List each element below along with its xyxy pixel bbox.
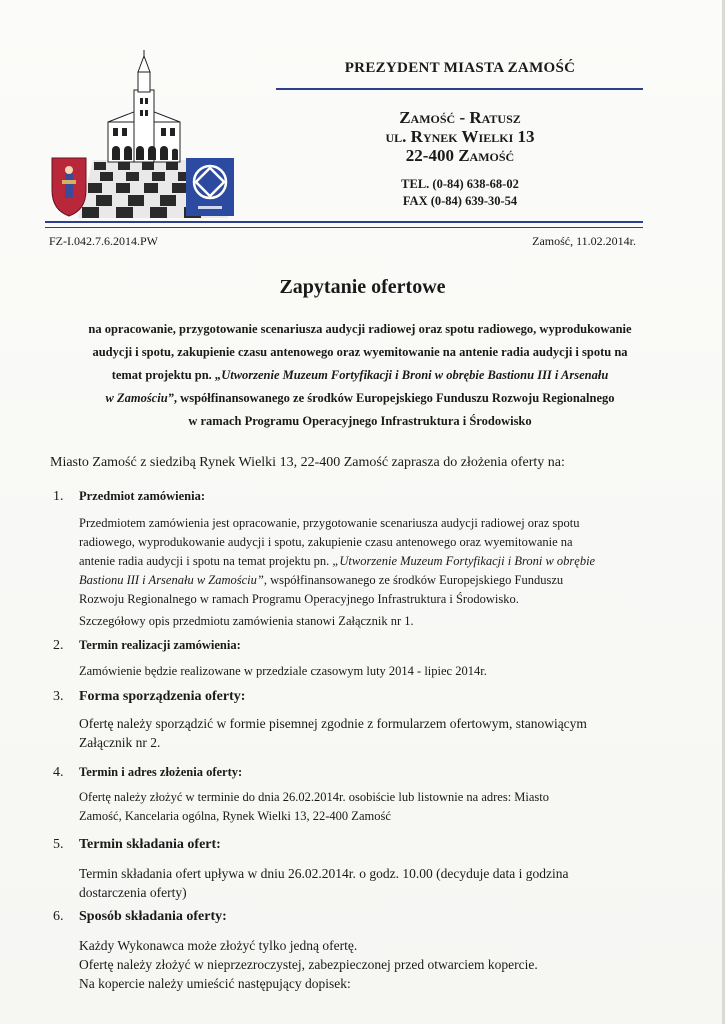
project-name: w Zamościu” [105, 391, 174, 405]
body-line: Zamówienie będzie realizowane w przedziale czasowym luty 2014 - lipiec 2014r. [79, 664, 487, 678]
document-title: Zapytanie ofertowe [279, 276, 446, 298]
body-line [79, 552, 649, 571]
body-line: Załącznik nr 2. [79, 735, 161, 750]
section-body [79, 514, 649, 631]
subject-text: temat projektu pn. [111, 368, 215, 382]
unesco-heritage-icon [186, 158, 234, 216]
body-line: dostarczenia oferty) [79, 885, 187, 900]
body-line: Każdy Wykonawca może złożyć tylko jedną ofertę. [79, 938, 358, 953]
body-text: antenie radia audycji i spotu na temat projektu pn. [79, 554, 333, 568]
section-number: 6. [53, 909, 64, 924]
project-name: „Utworzenie Muzeum Fortyfikacji i Broni w obrębie [332, 554, 596, 568]
header-divider-top [276, 88, 643, 90]
body-line: Zamość, Kancelaria ogólna, Rynek Wielki 13, 22-400 Zamość [79, 809, 391, 823]
body-line: Na kopercie należy umieścić następujący dopisek: [79, 976, 351, 991]
town-hall-building [108, 50, 180, 162]
subject-line: audycji i spotu, zakupienie czasu antenowego oraz wyemitowanie na antenie radia audycji i spotu na [92, 345, 628, 359]
body-line: Ofertę należy złożyć w terminie do dnia 26.02.2014r. osobiście lub listownie na adres: Miasto [79, 790, 550, 804]
section-body [79, 714, 649, 752]
section-heading: Sposób składania oferty: [79, 909, 227, 924]
phone-number: TEL. (0-84) 638-68-02 [401, 177, 519, 191]
section-heading: Termin składania ofert: [79, 837, 221, 852]
section-body [79, 864, 649, 902]
body-line: radiowego, wyprodukowanie audycji i spotu, zakupienie czasu antenowego oraz wyemitowanie na [79, 535, 573, 549]
coat-of-arms-icon [52, 158, 86, 216]
section-number: 2. [53, 638, 64, 653]
section-body [79, 662, 649, 681]
body-line: Rozwoju Regionalnego w ramach Programu Operacyjnego Infrastruktura i Środowisko. [79, 592, 519, 606]
section-heading: Forma sporządzenia oferty: [79, 689, 246, 704]
body-line: Przedmiotem zamówienia jest opracowanie, przygotowanie scenariusza audycji radiowej oraz spotu [79, 516, 580, 530]
subject-line [40, 364, 680, 387]
section-heading: Termin i adres złożenia oferty: [79, 765, 243, 779]
project-name: „Utworzenie Muzeum Fortyfikacji i Broni w obrębie Bastionu III i Arsenału [214, 368, 609, 382]
section-body [79, 936, 649, 993]
address-line-3: 22-400 Zamość [405, 146, 515, 165]
letterhead-emblem [48, 50, 248, 218]
subject-line: na opracowanie, przygotowanie scenariusza audycji radiowej oraz spotu radiowego, wyprodukowanie [88, 322, 632, 336]
section-number: 4. [53, 765, 64, 780]
section-number: 5. [53, 837, 64, 852]
body-text: , współfinansowanego ze środków Europejskiego Funduszu [263, 573, 564, 587]
body-line: Termin składania ofert upływa w dniu 26.02.2014r. o godz. 10.00 (decyduje data i godzina [79, 866, 569, 881]
header-title: PREZYDENT MIASTA ZAMOŚĆ [344, 60, 576, 76]
subject-text: , współfinansowanego ze środków Europejskiego Funduszu Rozwoju Regionalnego [173, 391, 615, 405]
subject-line [40, 387, 680, 410]
document-date: Zamość, 11.02.2014r. [532, 234, 636, 248]
intro-paragraph: Miasto Zamość z siedzibą Rynek Wielki 13, 22-400 Zamość zaprasza do złożenia oferty na: [50, 455, 565, 470]
subject-paragraph [40, 318, 680, 433]
fax-number: FAX (0-84) 639-30-54 [402, 194, 518, 208]
body-line [79, 571, 649, 590]
reference-number: FZ-I.042.7.6.2014.PW [49, 234, 158, 248]
address-line-2: ul. Rynek Wielki 13 [385, 127, 535, 146]
body-line: Szczegółowy opis przedmiotu zamówienia stanowi Załącznik nr 1. [79, 614, 414, 628]
body-line: Ofertę należy sporządzić w formie pisemnej zgodnie z formularzem ofertowym, stanowiącym [79, 716, 587, 731]
section-number: 3. [53, 689, 64, 704]
body-line: Ofertę należy złożyć w nieprzezroczystej, zabezpieczonej przed otwarciem kopercie. [79, 957, 538, 972]
project-name: Bastionu III i Arsenału w Zamościu” [79, 573, 264, 587]
section-heading: Przedmiot zamówienia: [79, 489, 206, 503]
subject-line: w ramach Programu Operacyjnego Infrastruktura i Środowisko [188, 414, 532, 428]
town-hall-illustration [48, 50, 248, 218]
section-heading: Termin realizacji zamówienia: [79, 638, 241, 652]
address-line-1: Zamość - Ratusz [399, 108, 521, 127]
section-number: 1. [53, 489, 64, 504]
section-body [79, 788, 649, 826]
header-divider-bottom [45, 221, 643, 228]
